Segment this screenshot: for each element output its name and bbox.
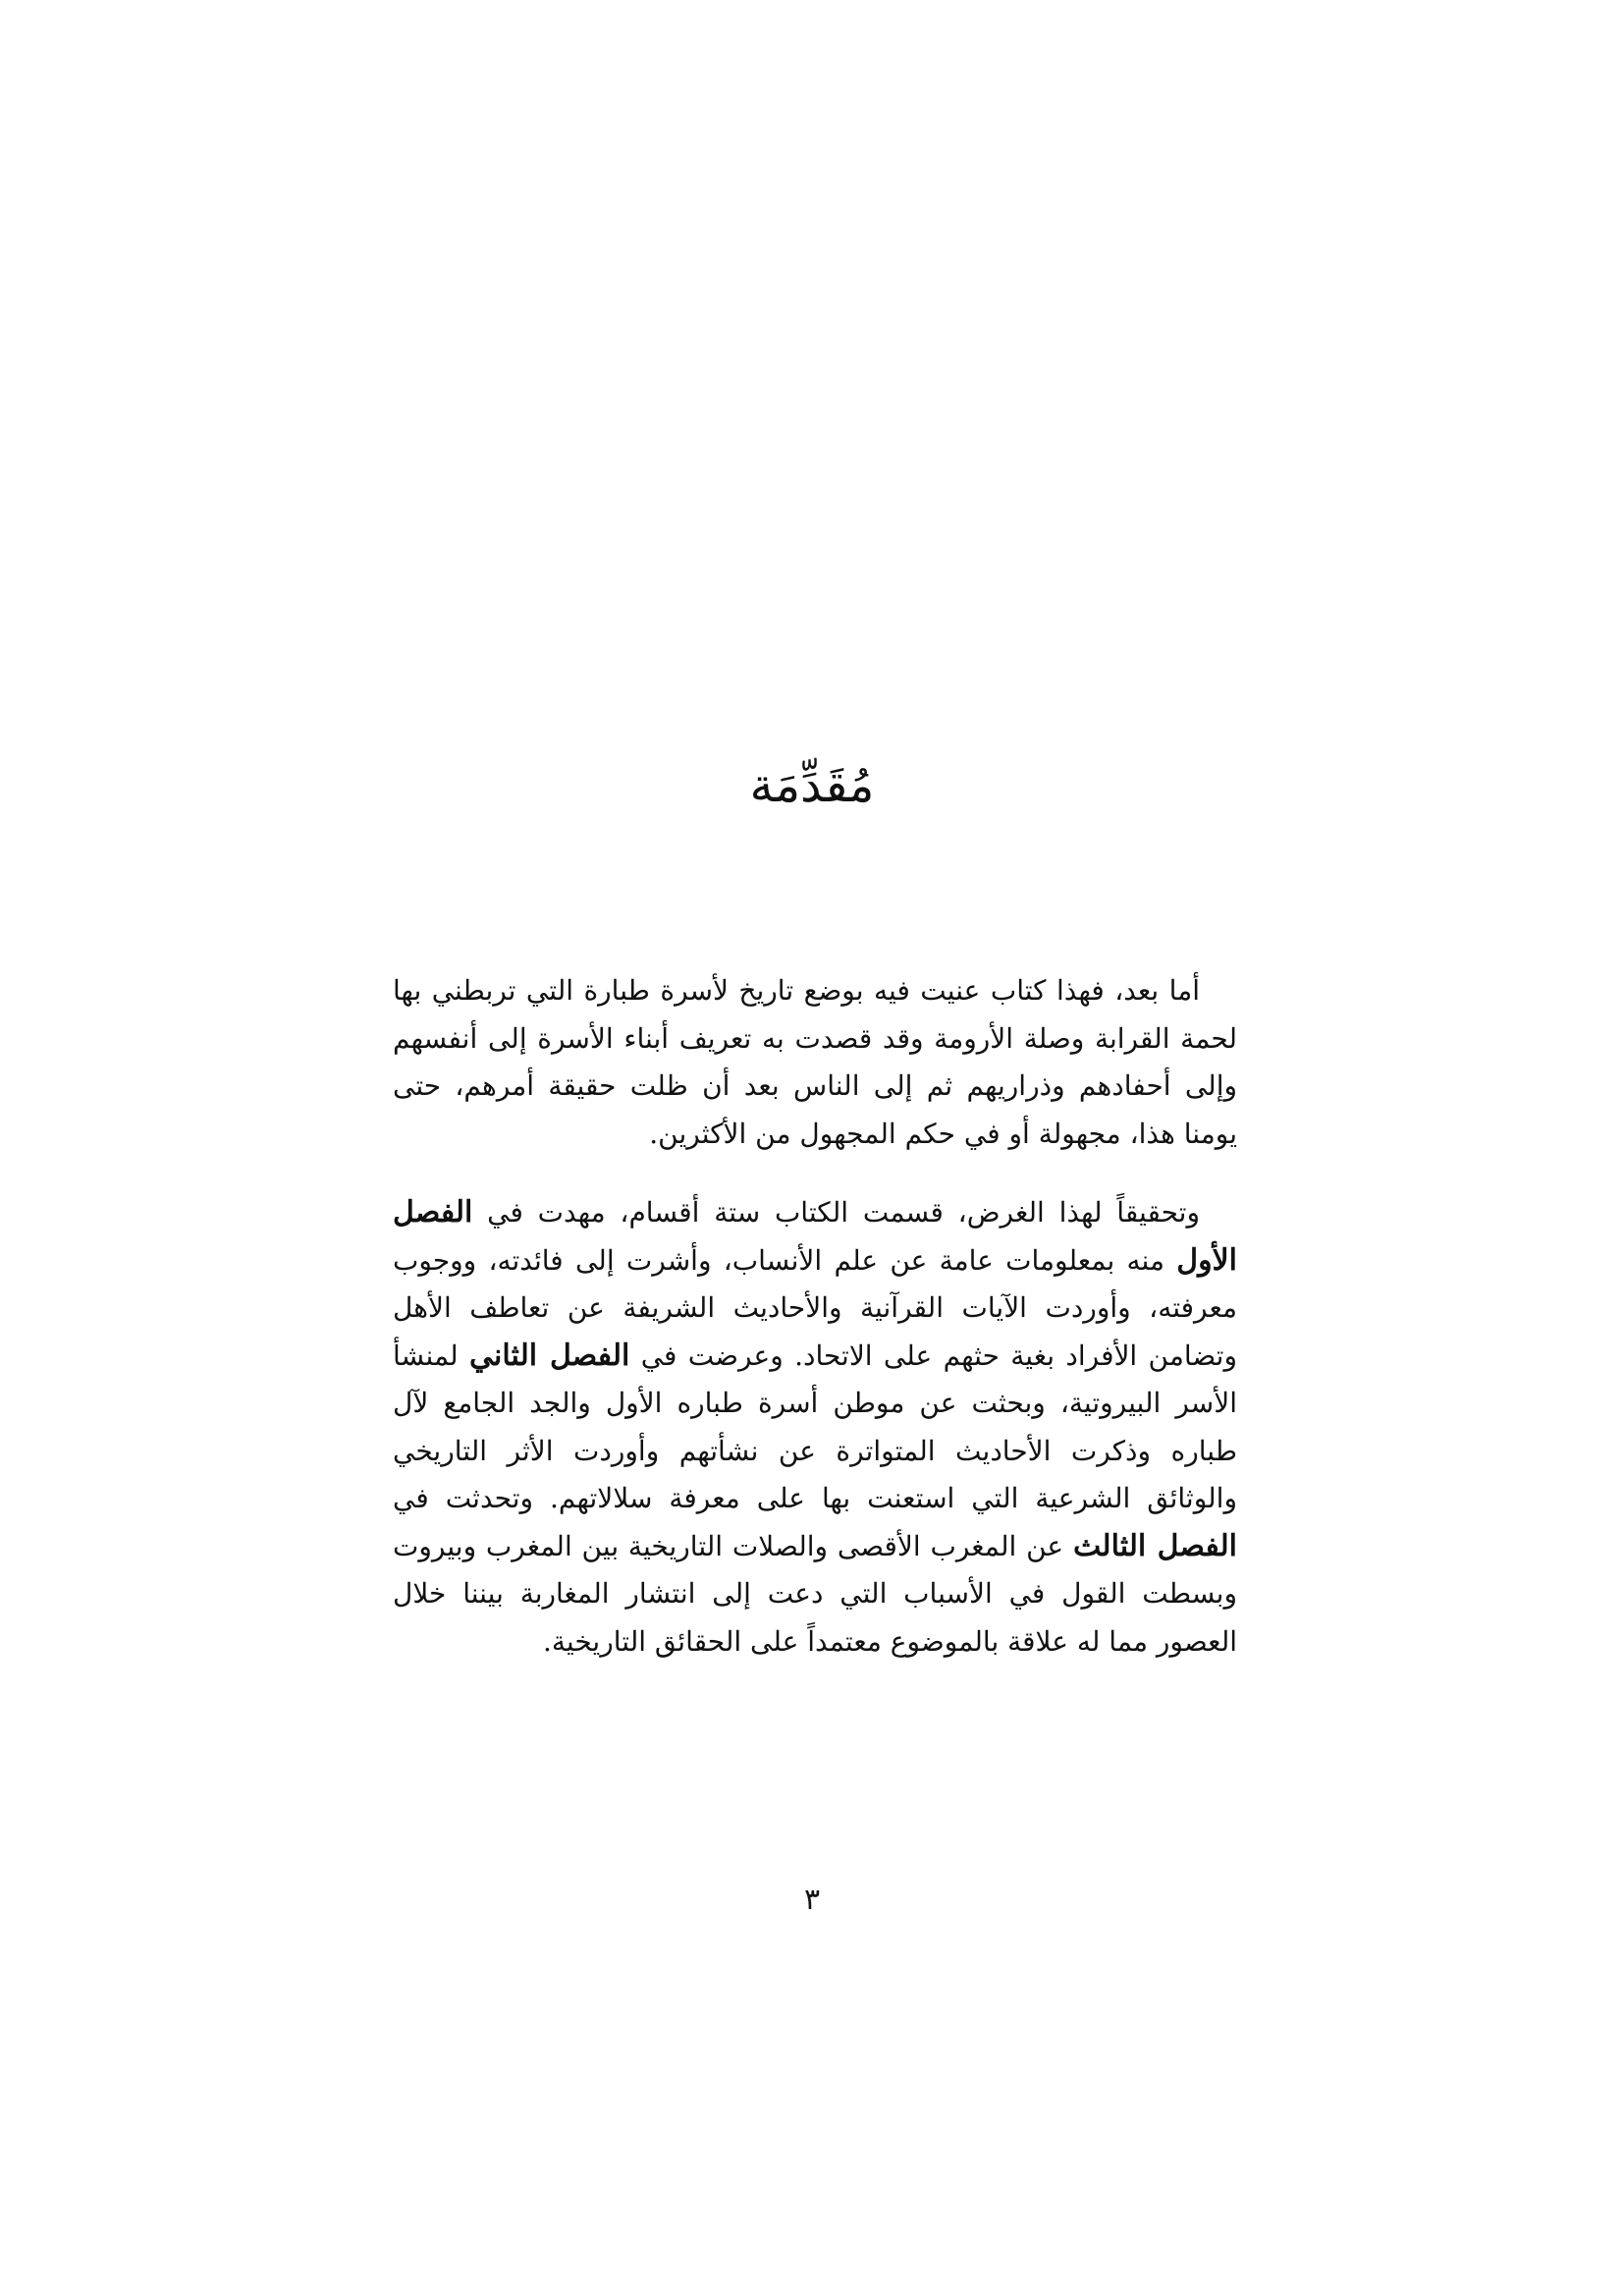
chapter-two-heading: الفصل الثاني — [469, 1338, 630, 1373]
paragraph-1: أما بعد، فهذا كتاب عنيت فيه بوضع تاريخ لأسرة طبارة التي تربطني بها لحمة القرابة وصلة الأرومة وقد قصدت به تعريف أبناء الأسرة إلى أنفسهم وإلى أحفادهم وذراريهم ثم إلى الناس بعد أن ظلت حقيقة أمرهم، حتى يومنا هذا، مجهولة أو في حكم المجهول من الأكثرين. — [393, 974, 1237, 1150]
paragraph-2 — [393, 1189, 1237, 1666]
body-text — [393, 967, 1237, 1666]
paragraph-2-text-4: عن المغرب الأقصى والصلات التاريخية بين المغرب وبيروت وبسطت القول في الأسباب التي دعت إلى انتشار المغاربة بيننا خلال العصور مما له علاقة بالموضوع معتمداً على الحقائق التاريخية. — [393, 1529, 1237, 1658]
chapter-three-heading: الفصل الثالث — [1072, 1528, 1237, 1563]
paragraph-2-text-1: وتحقيقاً لهذا الغرض، قسمت الكتاب ستة أقسام، مهدت في — [472, 1196, 1200, 1229]
page-number: ٣ — [803, 1883, 821, 1917]
paragraph-2-text-3: لمنشأ الأسر البيروتية، وبحثت عن موطن أسرة طباره الأول والجد الجامع لآل طباره وذكرت الأحاديث المتواترة عن نشأتهم وأوردت الأثر التاريخي والوثائق الشرعية التي استعنت بها على معرفة سلالاتهم. وتحدثت في — [393, 1339, 1237, 1514]
chapter-one-heading: الفصل الأول — [393, 1195, 1237, 1278]
paragraph-2-text-2: منه بمعلومات عامة عن علم الأنساب، وأشرت إلى فائدته، ووجوب معرفته، وأوردت الآيات القرآنية والأحاديث الشريفة عن تعاطف الأهل وتضامن الأفراد بغية حثهم على الاتحاد. وعرضت في — [393, 1243, 1237, 1372]
page-title: مُقَدِّمَة — [749, 758, 875, 813]
